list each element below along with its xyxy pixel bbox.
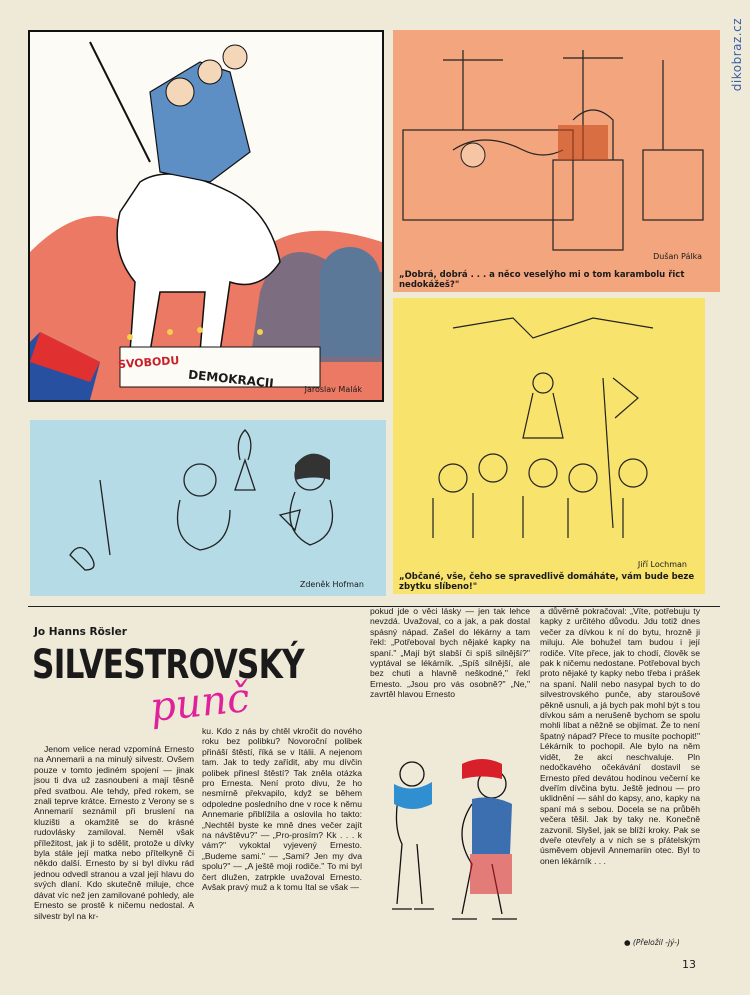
article-subtitle: punč [147, 674, 252, 732]
caption-crowd: „Občané, vše, čeho se spravedlivě domáháte, vám bude beze zbytku slíbeno!" [399, 572, 695, 592]
credit-palka: Dušan Pálka [653, 252, 702, 261]
article-column-3: pokud jde o věci lásky — jen tak lehce nevzdá. Uvažoval, co a jak, a pak dostal spásný nápad. Zašel do lékárny a tam řekl: „Potřeboval bych nějaké kapky na spaní." „Mají být slabší či spíš silnější?" vyptával se lékárník. „Spíš silnější, ale bez chuti a hlavně neškodné," řekl Ernesto. „Jsou pro vás osobně?" „Ne," zavrtěl hlavou Ernesto [370, 606, 530, 700]
cartoon-hospital-drawing [393, 30, 720, 260]
sign-svobodu: SVOBODU [117, 353, 180, 372]
cartoon-hospital [393, 30, 720, 292]
cartoon-crowd-drawing [393, 298, 705, 548]
page-number: 13 [682, 958, 696, 971]
caption-hospital: „Dobrá, dobrá . . . a něco veselýho mi o tom karambolu řict nedokážeš?" [399, 270, 685, 290]
cartoon-crowd [393, 298, 705, 594]
article-column-1: Jenom velice nerad vzpomíná Ernesto na Annemarii a na minulý silvestr. Ovšem pouze v tomto jediném spojení — jinak jsou ti dva už zasnoubeni a mají těsně před svatbou. Ale tehdy, před rokem, se znali teprve krátce. Ernesto z Verony se s Annemarií seznámil při bruslení na kluzišti a okamžitě se do krásné rudovlásky zamiloval. Neměl však příležitost, jak ji to sdělit, protože u dívky byla stále její matka nebo přítelkyně či někdo další. Ernesto by si byl dívku rád jednou odvedl stranou a vzal její hlavu do svých dlaní. Kdo skutečně miluje, chce dávat víc než jen zamilované pohledy, ale Ernesto se prostě k ničemu nedostal. A silvestr byl na kr- [34, 744, 194, 921]
article-title: SILVESTROVSKÝ [32, 642, 304, 688]
cartoon-statue-drawing [30, 32, 382, 400]
sign-demokracii: DEMOKRACII [187, 367, 275, 391]
translator-note: ● (Přeložil -jý-) [624, 938, 680, 947]
article-column-2: ku. Kdo z nás by chtěl vkročit do nového roku bez polibku? Novoroční polibek přináší štěstí, říká se v Itálii. A nejenom tam. Jak to tedy zařídit, aby mu dívčin polibek přinesl štěstí? Tak zněla otázka pro Ernesta. Není proto divu, že ho nesmírně překvapilo, když se během odpoledne posledního dne v roce k němu Annemarie přiblížila a oslovila ho takto: „Nechtěl byste ke mně dnes večer zajít na návštěvu?" — „Pro-prosím? Kk . . . k vám?" vykoktal vyjevený Ernesto. „Budeme sami." — „Sami? Jen my dva spolu?" — „A ještě moji rodiče." To mi byl čert dlužen, zatrpkle uvažoval Ernesto. Avšak pravý muž a k tomu Ital se však — [202, 726, 362, 893]
skaters-drawing [372, 744, 532, 934]
cartoon-toast [30, 420, 386, 596]
article-column-4: a důvěrně pokračoval: „Víte, potřebuju ty kapky z určitého důvodu. Jdu totiž dnes večer za dívkou k ní do bytu, hrozně ji miluju. Ale bohužel tam budou i její rodiče. Víte přece, jak to chodí, člověk se pak k ničemu nedostane. Potřeboval bych proto nějaké ty kapky nebo třeba i prášek na spaní. Nalil nebo nasypal bych to do silvestrovského punče, aby staroušové pěkně usnuli, a já bych pak mohl být s tou dívkou sám a nerušeně bychom se spolu mohli líbat a něžně se objímat. Že to není špatný nápad? Přece to musíte pochopit!" Lékárník to pochopil. Ale bylo na něm vidět, že akci neschvaluje. Pln nedočkavého očekávání dostavil se Ernesto před devátou hodinou večerní ke dveřím dívčina bytu. Ještě jednou — pro uklidnění — sáhl do kapsy, ano, kapky na spaní má s sebou. Docela se na průběh večera těšil. Jak by taky ne. Konečně zazvonil. Slyšel, jak se blíží kroky. Pak se dveře otevřely a v nich se s přátelským úsměvem objevil Annemariin otec. Byl to onen lékárník . . . [540, 606, 700, 866]
credit-hofman: Zdeněk Hofman [299, 580, 364, 589]
cartoon-statue [28, 30, 384, 402]
credit-lochman: Jiří Lochman [637, 560, 687, 569]
credit-malak: Jaroslav Malák [304, 385, 362, 394]
skaters-illustration [372, 744, 532, 934]
watermark: dikobraz.cz [730, 18, 744, 92]
article-author: Jo Hanns Rösler [34, 626, 127, 638]
cartoon-toast-drawing [30, 420, 386, 596]
